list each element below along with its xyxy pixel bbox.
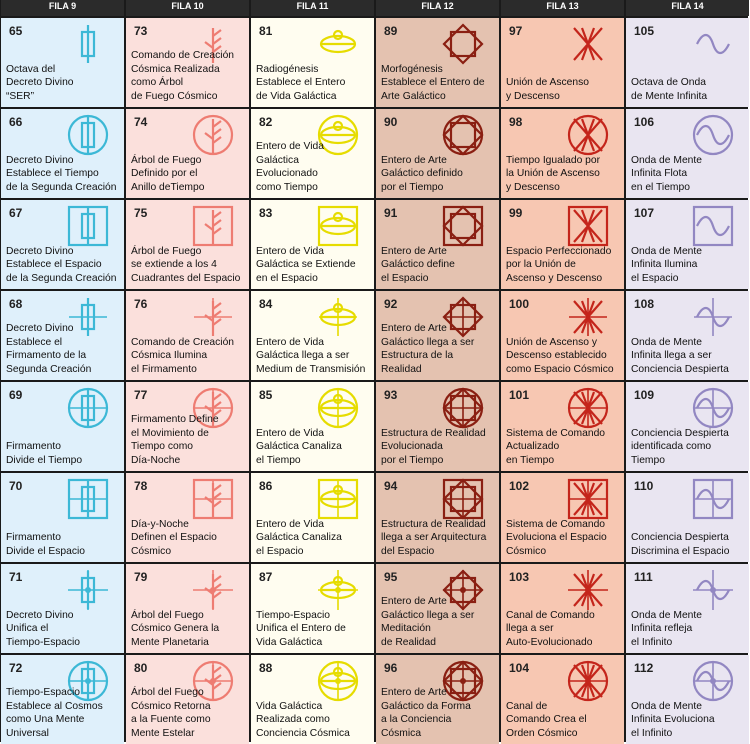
cell-description: Decreto Divino Unifica el Tiempo-Espacio (6, 609, 81, 648)
glyph-cell (1, 109, 124, 198)
column-header: FILA 13 (501, 0, 624, 16)
cell-number: 72 (9, 661, 23, 675)
cell-number: 65 (9, 24, 23, 38)
glyph-cell (501, 655, 624, 744)
double-wave-icon (691, 568, 735, 612)
big-diamond-zigzag-icon (566, 659, 610, 703)
wave-icon (691, 22, 735, 66)
glyph-cell (376, 564, 499, 653)
cell-description: Comando de Creación Cósmica Ilumina el Firmamento (131, 336, 235, 375)
cell-description: Onda de Mente Infinita refleja el Infinito (631, 609, 702, 648)
cell-description: Onda de Mente Infinita llega a ser Conciencia Despierta (631, 336, 729, 375)
cell-description: Onda de Mente Infinita Ilumina el Espacio (631, 245, 702, 284)
glyph-cell (126, 564, 249, 653)
glyph-cell (1, 18, 124, 107)
cell-number: 90 (384, 115, 398, 129)
glyph-cell (251, 473, 374, 562)
cell-description: Firmamento Define el Movimiento de Tiempo como Día-Noche (131, 414, 219, 466)
fire-arrow-icon (191, 295, 235, 339)
cell-number: 93 (384, 388, 398, 402)
cell-number: 110 (634, 479, 654, 493)
column-header: FILA 9 (1, 0, 124, 16)
cell-description: Árbol del Fuego Cósmico Retorna a la Fuente como Mente Estelar (131, 687, 211, 739)
glyph-cell (251, 18, 374, 107)
glyph-cell (376, 200, 499, 289)
circle-zigzag-icon (566, 113, 610, 157)
glyph-cell (1, 564, 124, 653)
cell-number: 105 (634, 24, 655, 38)
cell-number: 71 (9, 570, 23, 584)
cell-number: 96 (384, 661, 398, 675)
cell-number: 80 (134, 661, 148, 675)
cell-number: 77 (134, 388, 148, 402)
cell-description: Sistema de Comando Actualizado en Tiempo (506, 427, 606, 466)
cell-description: Canal de Comando Crea el Orden Cósmico (506, 700, 587, 739)
cell-number: 89 (384, 24, 398, 38)
cell-number: 75 (134, 206, 148, 220)
cell-description: Conciencia Despierta Discrimina el Espacio (631, 532, 730, 557)
fire-star-icon (191, 568, 235, 612)
cell-number: 84 (259, 297, 273, 311)
cell-number: 99 (509, 206, 523, 220)
circle-cross-zigzag-icon (566, 386, 610, 430)
diamond-square-icon (441, 22, 485, 66)
cell-number: 82 (259, 115, 273, 129)
cell-number: 102 (509, 479, 530, 493)
cell-number: 69 (9, 388, 23, 402)
glyph-cell (626, 291, 749, 380)
cell-description: Decreto Divino Establece el Espacio de la Segunda Creación (6, 245, 117, 284)
circle-diamond-square-icon (441, 113, 485, 157)
cell-number: 104 (509, 661, 530, 675)
cell-number: 112 (634, 661, 654, 675)
cell-description: Árbol de Fuego se extiende a los 4 Cuadrantes del Espacio (131, 245, 241, 284)
cell-description: Estructura de Realidad Evolucionada por el Tiempo (381, 427, 486, 466)
glyph-cell (376, 473, 499, 562)
cell-description: Firmamento Divide el Tiempo (6, 441, 83, 466)
circle-split-rectangle-icon (66, 386, 110, 430)
cell-number: 85 (259, 388, 273, 402)
glyph-cell (501, 200, 624, 289)
cell-description: Conciencia Despierta identificada como Tiempo (631, 427, 729, 466)
cell-description: Entero de Arte Galáctico da Forma a la Conciencia Cósmica (381, 687, 471, 739)
cell-description: Entero de Vida Galáctica Canaliza el Tiempo (256, 427, 342, 466)
square-split-rectangle-icon (66, 477, 110, 521)
cell-description: Comando de Creación Cósmica Realizada como Árbol de Fuego Cósmico (131, 50, 235, 102)
glyph-cell (501, 109, 624, 198)
glyph-cell (626, 200, 749, 289)
grid-cross-icon (66, 568, 110, 612)
cell-description: Decreto Divino Establece el Firmamento de la Segunda Creación (6, 323, 92, 375)
square-fire-arrow-icon (191, 477, 235, 521)
cell-number: 86 (259, 479, 273, 493)
glyph-cell (126, 18, 249, 107)
glyph-cell (1, 291, 124, 380)
glyph-cell (626, 18, 749, 107)
cell-description: Onda de Mente Infinita Evoluciona el Infinito (631, 700, 715, 739)
circle-rectangle-icon (66, 113, 110, 157)
column-header: FILA 10 (126, 0, 249, 16)
glyph-cell (126, 655, 249, 744)
cell-description: Entero de Arte Galáctico llega a ser Estructura de la Realidad (381, 323, 475, 375)
double-lens-icon (316, 568, 360, 612)
cell-description: Entero de Vida Galáctica Evolucionado como Tiempo (256, 141, 324, 193)
star-zigzag-icon (566, 568, 610, 612)
glyph-cell (126, 200, 249, 289)
cell-description: Firmamento Divide el Espacio (6, 532, 85, 557)
cell-number: 103 (509, 570, 530, 584)
fire-tree-circle-icon (191, 113, 235, 157)
square-rectangle-icon (66, 204, 110, 248)
cell-number: 106 (634, 115, 655, 129)
cell-description: Día-y-Noche Definen el Espacio Cósmico (131, 518, 217, 557)
glyph-cell (1, 382, 124, 471)
glyph-cell (626, 564, 749, 653)
glyph-cell (1, 200, 124, 289)
cell-description: Estructura de Realidad llega a ser Arquitectura del Espacio (381, 518, 487, 557)
cell-number: 108 (634, 297, 655, 311)
cell-description: Tiempo-Espacio Unifica el Entero de Vida Galáctica (256, 609, 346, 648)
cell-description: Canal de Comando llega a ser Auto-Evolucionado (506, 609, 595, 648)
column-header: FILA 11 (251, 0, 374, 16)
cell-description: Unión de Ascenso y Descenso (506, 77, 590, 102)
cell-number: 81 (259, 24, 273, 38)
cell-number: 94 (384, 479, 398, 493)
square-diamond-icon (441, 204, 485, 248)
cell-description: Radiogénesis Establece el Entero de Vida Galáctica (256, 63, 346, 102)
glyph-cell (626, 109, 749, 198)
cell-description: Entero de Vida Galáctica se Extiende en el Espacio (256, 245, 356, 284)
cell-number: 79 (134, 570, 148, 584)
glyph-cell (501, 291, 624, 380)
cell-number: 97 (509, 24, 523, 38)
cell-description: Onda de Mente Infinita Flota en el Tiempo (631, 154, 702, 193)
glyph-cell (251, 382, 374, 471)
cell-description: Octava de Onda de Mente Infinita (631, 77, 708, 102)
cell-description: Unión de Ascenso y Descenso establecido como Espacio Cósmico (506, 336, 614, 375)
glyph-cell (376, 18, 499, 107)
cell-number: 98 (509, 115, 523, 129)
cell-number: 91 (384, 206, 398, 220)
cell-number: 74 (134, 115, 148, 129)
glyph-cell (501, 382, 624, 471)
cell-number: 83 (259, 206, 273, 220)
cell-description: Vida Galáctica Realizada como Conciencia Cósmica (256, 700, 350, 739)
glyph-cell (126, 109, 249, 198)
cell-number: 100 (509, 297, 530, 311)
cell-number: 73 (134, 24, 148, 38)
square-cross-zigzag-icon (566, 477, 610, 521)
cell-description: Morfogénesis Establece el Entero de Arte Galáctico (381, 63, 485, 102)
cell-description: Árbol del Fuego Cósmico Genera la Mente Planetaria (131, 609, 220, 648)
glyph-cell (251, 564, 374, 653)
glyph-cell (626, 655, 749, 744)
cell-number: 68 (9, 297, 23, 311)
glyph-cell (501, 18, 624, 107)
glyph-cell (376, 382, 499, 471)
cell-number: 67 (9, 206, 23, 220)
cell-number: 76 (134, 297, 148, 311)
cell-number: 66 (9, 115, 23, 129)
glyph-cell (126, 291, 249, 380)
column-header: FILA 12 (376, 0, 499, 16)
lens-cross-icon (316, 22, 360, 66)
cross-zigzag-icon (566, 295, 610, 339)
glyph-cell (626, 473, 749, 562)
square-lens-icon (316, 204, 360, 248)
glyph-cell (376, 109, 499, 198)
square-zigzag-icon (566, 204, 610, 248)
glyph-cell (251, 291, 374, 380)
glyph-cell (251, 109, 374, 198)
cell-description: Espacio Perfeccionado por la Unión de Ascenso y Descenso (506, 245, 612, 284)
cell-number: 101 (509, 388, 530, 402)
cell-number: 78 (134, 479, 148, 493)
cell-number: 109 (634, 388, 655, 402)
cell-description: Entero de Arte Galáctico llega a ser Meditación de Realidad (381, 596, 475, 648)
cell-description: Entero de Arte Galáctico define el Espacio (381, 245, 455, 284)
cell-number: 107 (634, 206, 655, 220)
glyph-cell (376, 291, 499, 380)
double-s-icon (691, 659, 735, 703)
zigzag-icon (566, 22, 610, 66)
cell-number: 87 (259, 570, 273, 584)
square-cross-diamond-icon (441, 477, 485, 521)
cell-description: Sistema de Comando Evoluciona el Espacio Cósmico (506, 518, 607, 557)
glyph-cell (501, 473, 624, 562)
vertical-rectangle-line-icon (66, 22, 110, 66)
glyph-cell (626, 382, 749, 471)
glyph-cell (251, 655, 374, 744)
cell-number: 70 (9, 479, 23, 493)
cell-description: Entero de Arte Galáctico definido por el Tiempo (381, 154, 463, 193)
glyph-cell (376, 655, 499, 744)
glyph-cell (126, 473, 249, 562)
column-header: FILA 14 (626, 0, 749, 16)
s-curve-icon (691, 295, 735, 339)
cell-description: Octava del Decreto Divino “SER” (6, 63, 74, 102)
cell-description: Entero de Vida Galáctica llega a ser Medium de Transmisión (256, 336, 366, 375)
cell-number: 111 (634, 570, 653, 584)
cell-description: Tiempo Igualado por la Unión de Ascenso y Descenso (506, 154, 601, 193)
circle-wave-icon (691, 113, 735, 157)
cell-description: Tiempo-Espacio Establece al Cosmos como Una Mente Universal (6, 687, 103, 739)
glyph-cell (501, 564, 624, 653)
cell-description: Entero de Vida Galáctica Canaliza el Espacio (256, 518, 342, 557)
glyph-cell (1, 473, 124, 562)
circle-double-lens-icon (316, 659, 360, 703)
square-cross-lens-icon (316, 477, 360, 521)
glyph-cell (251, 200, 374, 289)
cell-number: 88 (259, 661, 273, 675)
circle-s-curve-icon (691, 386, 735, 430)
square-s-curve-icon (691, 477, 735, 521)
cell-number: 92 (384, 297, 398, 311)
glyph-cell (126, 382, 249, 471)
glyph-cell (1, 655, 124, 744)
circle-cross-lens-icon (316, 386, 360, 430)
cell-number: 95 (384, 570, 398, 584)
square-wave-icon (691, 204, 735, 248)
cell-description: Árbol de Fuego Definido por el Anillo deTiempo (131, 154, 205, 193)
circle-cross-diamond-icon (441, 386, 485, 430)
cross-lens-icon (316, 295, 360, 339)
fire-tree-square-icon (191, 204, 235, 248)
cell-description: Decreto Divino Establece el Tiempo de la Segunda Creación (6, 154, 117, 193)
